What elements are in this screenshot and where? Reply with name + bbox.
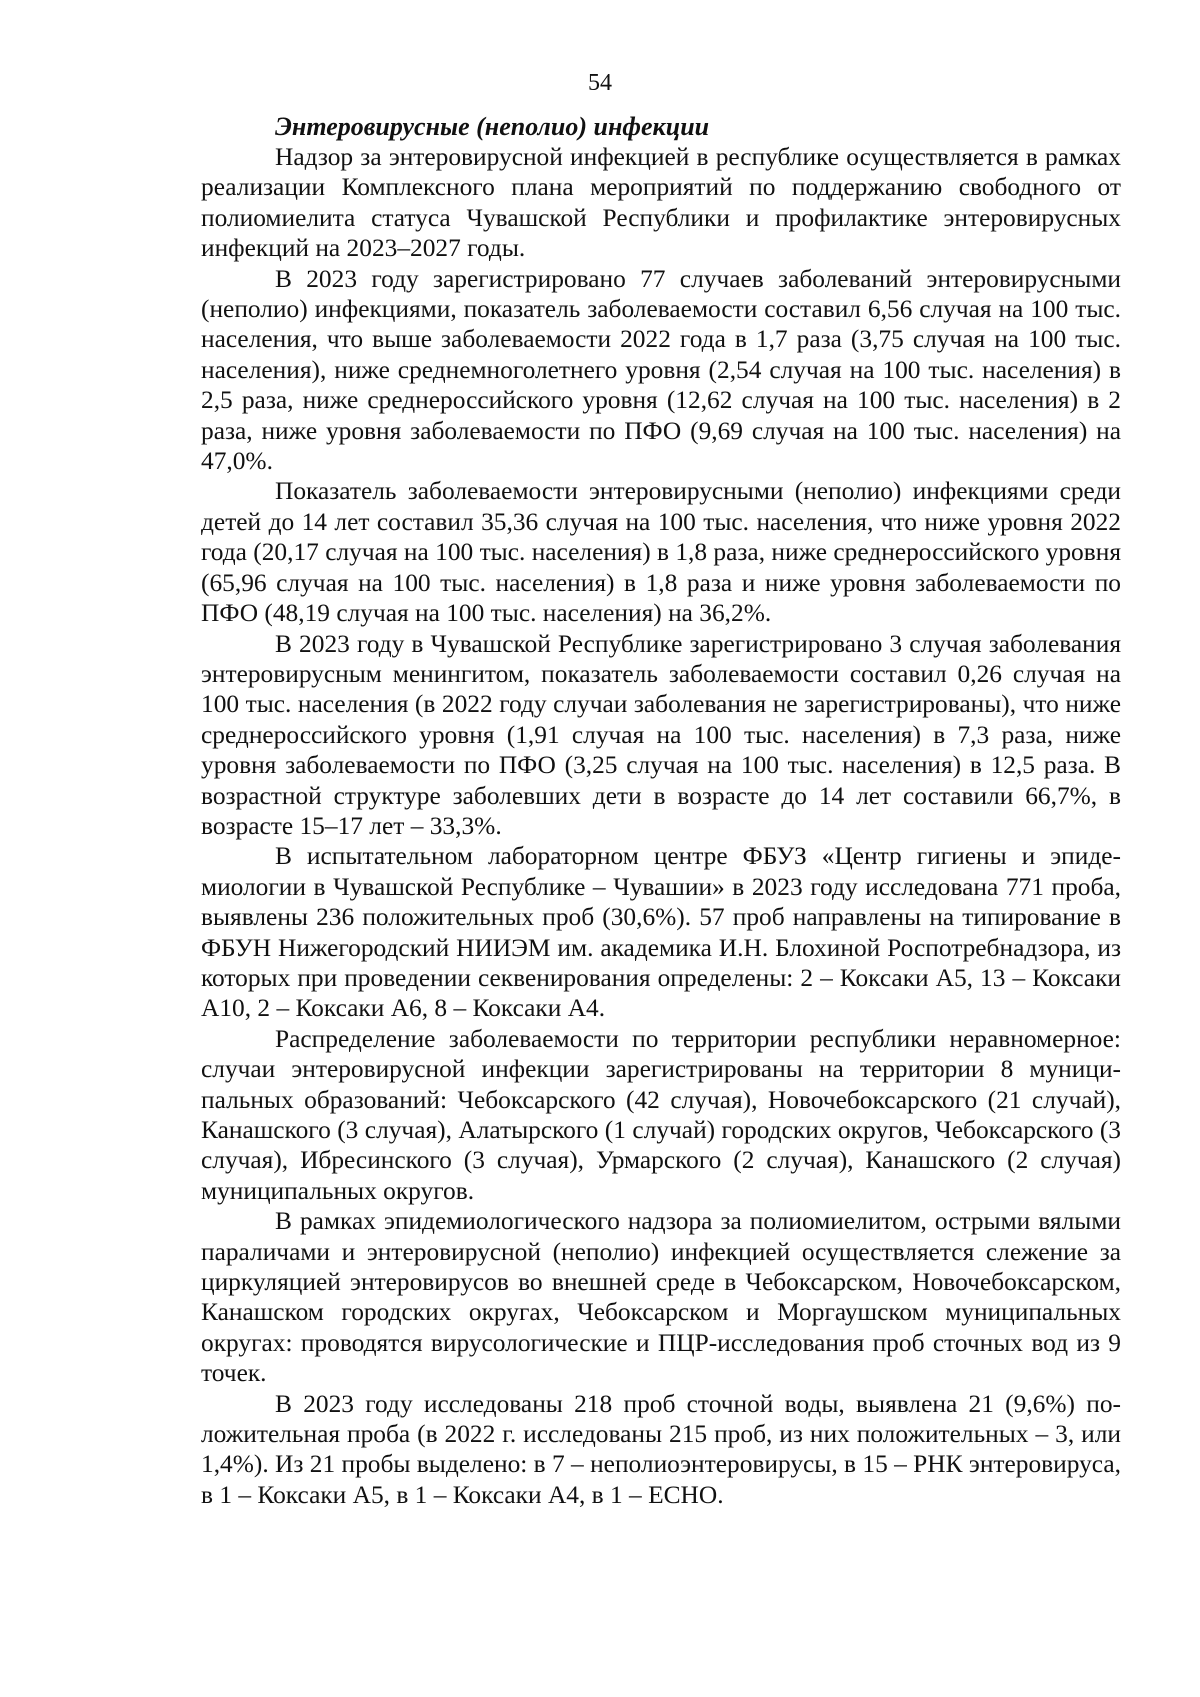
paragraph-wastewater-results: В 2023 году исследованы 218 проб сточной воды, выявлена 21 (9,6%) положительная проба (в 2022 г. исследованы 215 проб, из них положительных – 3, или 1,4%). Из 21 пробы выделено: в 7 – неполиоэнтеровирусы, в 15 – РНК энтеровируса, в 1 – Коксаки А5, в 1 – Коксаки А4, в 1 – ECHO. — [201, 1389, 1121, 1509]
paragraph-surveillance-plan: Надзор за энтеровирусной инфекцией в республике осуществляется в рамках реализации Комплексного плана мероприятий по поддержанию свободного от полиомиелита статуса Чувашской Республики и профилактике энтеровирусных инфекций на 2023–2027 годы. — [201, 143, 1121, 263]
section-title: Энтеровирусные (неполио) инфекции — [275, 112, 710, 141]
paragraph-laboratory: В испытательном лабораторном центре ФБУЗ «Центр гигиены и эпидемиологии в Чувашской Республике – Чувашии» в 2023 году исследована 771 проба, выявлены 236 положительных проб (30,6%). 57 проб направлены на типирование в ФБУН Нижегородский НИИЭМ им. академика И.Н. Блохиной Роспотребнадзора, из которых при проведении секвенирования определены: 2 – Коксаки А5, 13 – Коксаки А10, 2 – Коксаки А6, 8 – Коксаки А4. — [201, 842, 1121, 1023]
paragraph-children-incidence: Показатель заболеваемости энтеровирусными (неполио) инфекциями среди детей до 14 лет составил 35,36 случая на 100 тыс. населения, что ниже уровня 2022 года (20,17 случая на 100 тыс. населения) в 1,8 раза, ниже среднероссийского уровня (65,96 случая на 100 тыс. населения) в 1,8 раза и ниже уровня заболеваемости по ПФО (48,19 случая на 100 тыс. населения) на 36,2%. — [201, 477, 1121, 628]
document-body — [201, 112, 1121, 1510]
paragraph-territorial-distribution: Распределение заболеваемости по территории республики неравномерное: случаи энтеровирусной инфекции зарегистрированы на территории 8 муниципальных образований: Чебоксарского (42 случая), Новочебоксарского (21 случай), Канашского (3 случая), Алатырского (1 случай) городских округов, Чебоксарского (3 случая), Ибресинского (3 случая), Урмарского (2 случая), Канашского (2 случая) муниципальных округов. — [201, 1024, 1121, 1205]
paragraph-environmental-surveillance: В рамках эпидемиологического надзора за полиомиелитом, острыми вялыми параличами и энтеровирусной (неполио) инфекцией осуществляется слежение за циркуляцией энтеровирусов во внешней среде в Чебоксарском, Новочебоксарском, Канашском городских округах, Чебоксарском и Моргаушском муниципальных округах: проводятся вирусологические и ПЦР-исследования проб сточных вод из 9 точек. — [201, 1207, 1121, 1388]
paragraph-meningitis: В 2023 году в Чувашской Республике зарегистрировано 3 случая заболевания энтеровирусным менингитом, показатель заболеваемости составил 0,26 случая на 100 тыс. населения (в 2022 году случаи заболевания не зарегистрированы), что ниже среднероссийского уровня (1,91 случая на 100 тыс. населения) в 7,3 раза, ниже уровня заболеваемости по ПФО (3,25 случая на 100 тыс. населения) в 12,5 раза. В возрастной структуре заболевших дети в возрасте до 14 лет составили 66,7%, в возрасте 15–17 лет – 33,3%. — [201, 629, 1121, 840]
page-number: 54 — [588, 70, 612, 96]
paragraph-incidence-2023: В 2023 году зарегистрировано 77 случаев заболеваний энтеровирусными (неполио) инфекциями, показатель заболеваемости составил 6,56 случая на 100 тыс. населения, что выше заболеваемости 2022 года в 1,7 раза (3,75 случая на 100 тыс. населения), ниже среднемноголетнего уровня (2,54 случая на 100 тыс. населения) в 2,5 раза, ниже среднероссийского уровня (12,62 случая на 100 тыс. населения) в 2 раза, ниже уровня заболеваемости по ПФО (9,69 случая на 100 тыс. населения) на 47,0%. — [201, 264, 1121, 476]
